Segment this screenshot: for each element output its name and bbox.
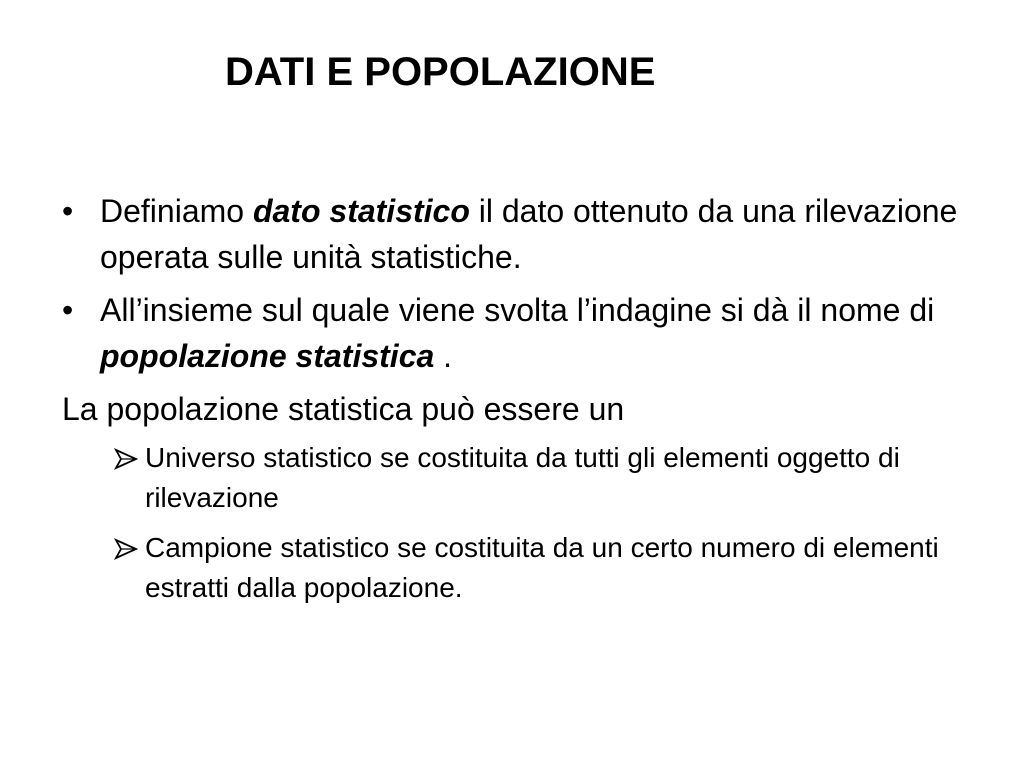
slide-title: DATI E POPOLAZIONE [225,50,656,94]
bullet-item [62,188,982,280]
bullet-emphasis: popolazione statistica [100,338,435,374]
bullet-dot: • [62,292,74,328]
bullet-dot: • [62,193,74,229]
bullet-item [62,287,982,379]
arrowhead-icon [114,538,138,560]
sub-bullet-text: Campione statistico se costituita da un certo numero di elementi estratti dalla popolazione. [145,532,939,603]
sub-bullet-text: Universo statistico se costituita da tutti gli elementi oggetto di rilevazione [145,442,900,513]
sub-bullet-item [114,528,982,608]
bullet-text: . [434,338,453,374]
bullet-text: Definiamo [100,193,253,229]
arrowhead-icon [114,448,138,470]
paragraph: La popolazione statistica può essere un [62,391,625,427]
slide-content [62,188,982,618]
bullet-text: All’insieme sul quale viene svolta l’indagine si dà il nome di [100,292,935,328]
sub-bullet-item [114,438,982,518]
bullet-text: il dato ottenuto da una rilevazione operata sulle unità statistiche. [100,193,958,275]
bullet-emphasis: dato statistico [252,193,470,229]
